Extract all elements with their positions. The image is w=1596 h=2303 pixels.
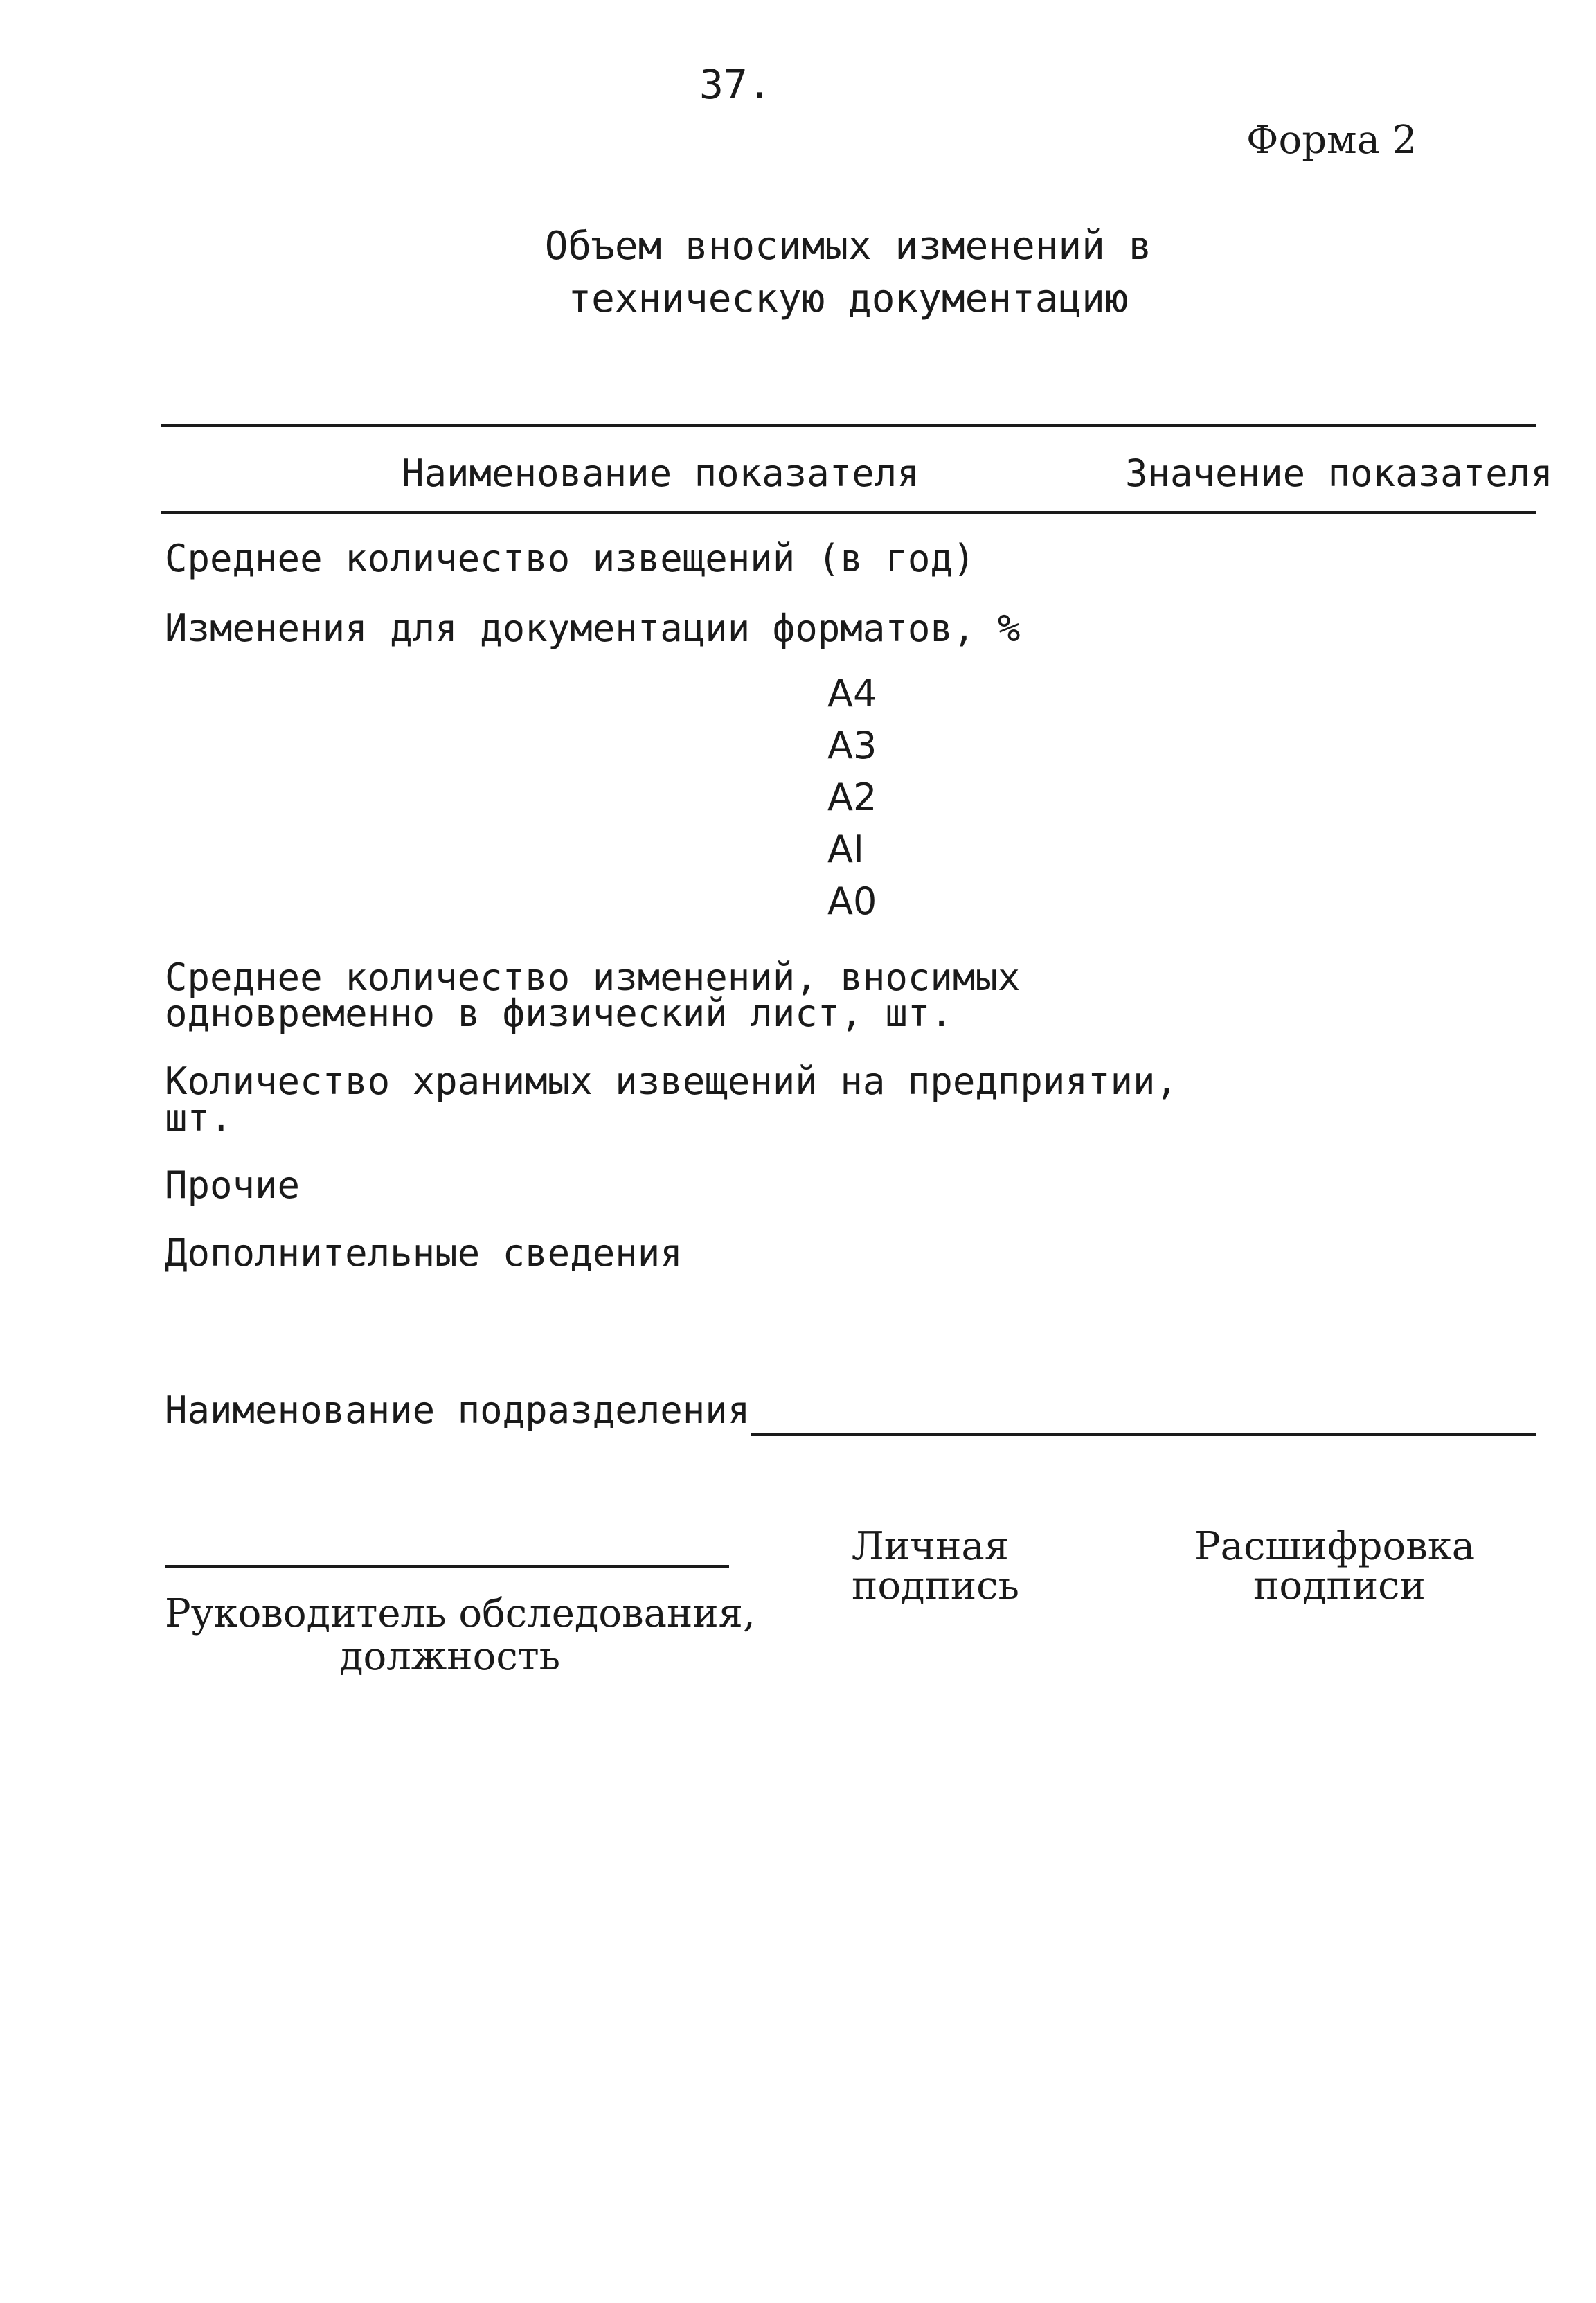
head-signature-line: [165, 1565, 729, 1568]
row-avg-changes-line1: Среднее количество изменений, вносимых: [165, 956, 1021, 999]
format-a1: АI: [827, 827, 864, 871]
decode-label-line1: Расшифровка: [1194, 1524, 1476, 1569]
table-top-rule: [161, 424, 1536, 427]
format-a2: А2: [827, 776, 877, 819]
decode-label-line2: подписи: [1253, 1563, 1426, 1608]
signature-label-line1: Личная: [852, 1524, 1010, 1569]
column-header-value: Значение показателя: [1125, 451, 1553, 495]
page-number: 37.: [699, 61, 772, 108]
head-label-line2: должность: [339, 1634, 561, 1679]
table-header-rule: [161, 511, 1536, 514]
row-avg-notices: Среднее количество извещений (в год): [165, 537, 976, 580]
department-label: Наименование подразделения: [165, 1388, 751, 1432]
format-a3: А3: [827, 724, 877, 767]
format-a4: А4: [827, 672, 877, 715]
row-other: Прочие: [165, 1163, 301, 1207]
column-header-indicator: Наименование показателя: [402, 451, 920, 495]
signature-label-line2: подпись: [852, 1563, 1020, 1608]
department-fill-line: [751, 1433, 1536, 1436]
row-stored-notices-line2: шт.: [165, 1096, 233, 1140]
row-stored-notices-line1: Количество хранимых извещений на предприятии,: [165, 1059, 1178, 1103]
row-format-changes: Изменения для документации форматов, %: [165, 607, 1021, 650]
row-additional-info: Дополнительные сведения: [165, 1231, 683, 1275]
row-avg-changes-line2: одновременно в физический лист, шт.: [165, 992, 953, 1035]
form-label: Форма 2: [1246, 118, 1417, 163]
document-title: Объем вносимых изменений в техническую документацию: [544, 224, 1152, 321]
format-a0: А0: [827, 879, 877, 923]
head-label-line1: Руководитель обследования,: [165, 1591, 755, 1636]
